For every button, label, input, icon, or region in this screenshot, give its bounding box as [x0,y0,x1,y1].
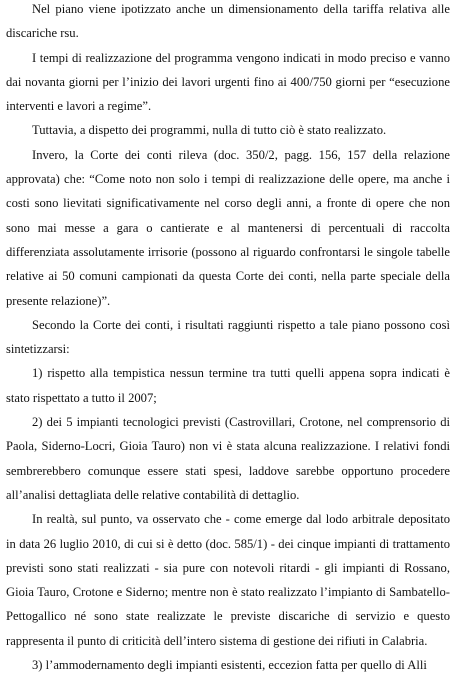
paragraph-in-realta: In realtà, sul punto, va osservato che - come emerge dal lodo arbitrale depositato in data 26 luglio 2010, di cui si è detto (doc. 585/1) - dei cinque impianti di trattamento previsti sono stati realizzati - sia pure con notevoli ritardi - gli impianti di Rossano, Gioia Tauro, Crotone e Siderno; mentre non è stato realizzato l’impianto di Sambatello-Pettogallico né sono state realizzate le previste discariche di servizio e questo rappresenta il punto di criticità dell’intero sistema di gestione dei rifiuti in Calabria. [6,512,450,648]
paragraph-tariffa: Nel piano viene ipotizzato anche un dimensionamento della tariffa relativa alle discariche rsu. [6,2,450,41]
paragraph-point-1: 1) rispetto alla tempistica nessun termine tra tutti quelli appena sopra indicati è stato rispettato a tutto il 2007; [6,366,450,405]
document-page [6,0,450,677]
paragraph-risultati: Secondo la Corte dei conti, i risultati raggiunti rispetto a tale piano possono così sintetizzarsi: [6,317,450,357]
paragraph-point-3: 3) l’ammodernamento degli impianti esistenti, eccezion fatta per quello di Alli [32,658,427,673]
paragraph-tempi: I tempi di realizzazione del programma vengono indicati in modo preciso e vanno dai novanta giorni per l’inizio dei lavori urgenti fino ai 400/750 giorni per “esecuzione interventi e lavori a regime”. [6,50,450,114]
paragraph-point-2: 2) dei 5 impianti tecnologici previsti (Castrovillari, Crotone, nel comprensorio di Paola, Siderno-Locri, Gioia Tauro) non vi è stata alcuna realizzazione. I relativi fondi sembrerebbero comunque essere stati spesi, laddove sarebbe opportuno procedere all’analisi dettagliata delle relative contabilità di dettaglio. [6,415,450,502]
paragraph-tuttavia: Tuttavia, a dispetto dei programmi, nulla di tutto ciò è stato realizzato. [32,123,387,138]
paragraph-corte-conti-quote: Invero, la Corte dei conti rileva (doc. 350/2, pagg. 156, 157 della relazione approvata) che: “Come noto non solo i tempi di realizzazione delle opere, ma anche i costi sono lievitati significativamente nel corso degli anni, a fronte di opere che non sono mai messe a gara o cantierate e al mantenersi di percentuali di raccolta differenziata assolutamente irrisorie (possono al riguardo confrontarsi le singole tabelle relative ai 50 comuni campionati da questa Corte dei conti, nella parte speciale della presente relazione)”. [6,147,450,308]
